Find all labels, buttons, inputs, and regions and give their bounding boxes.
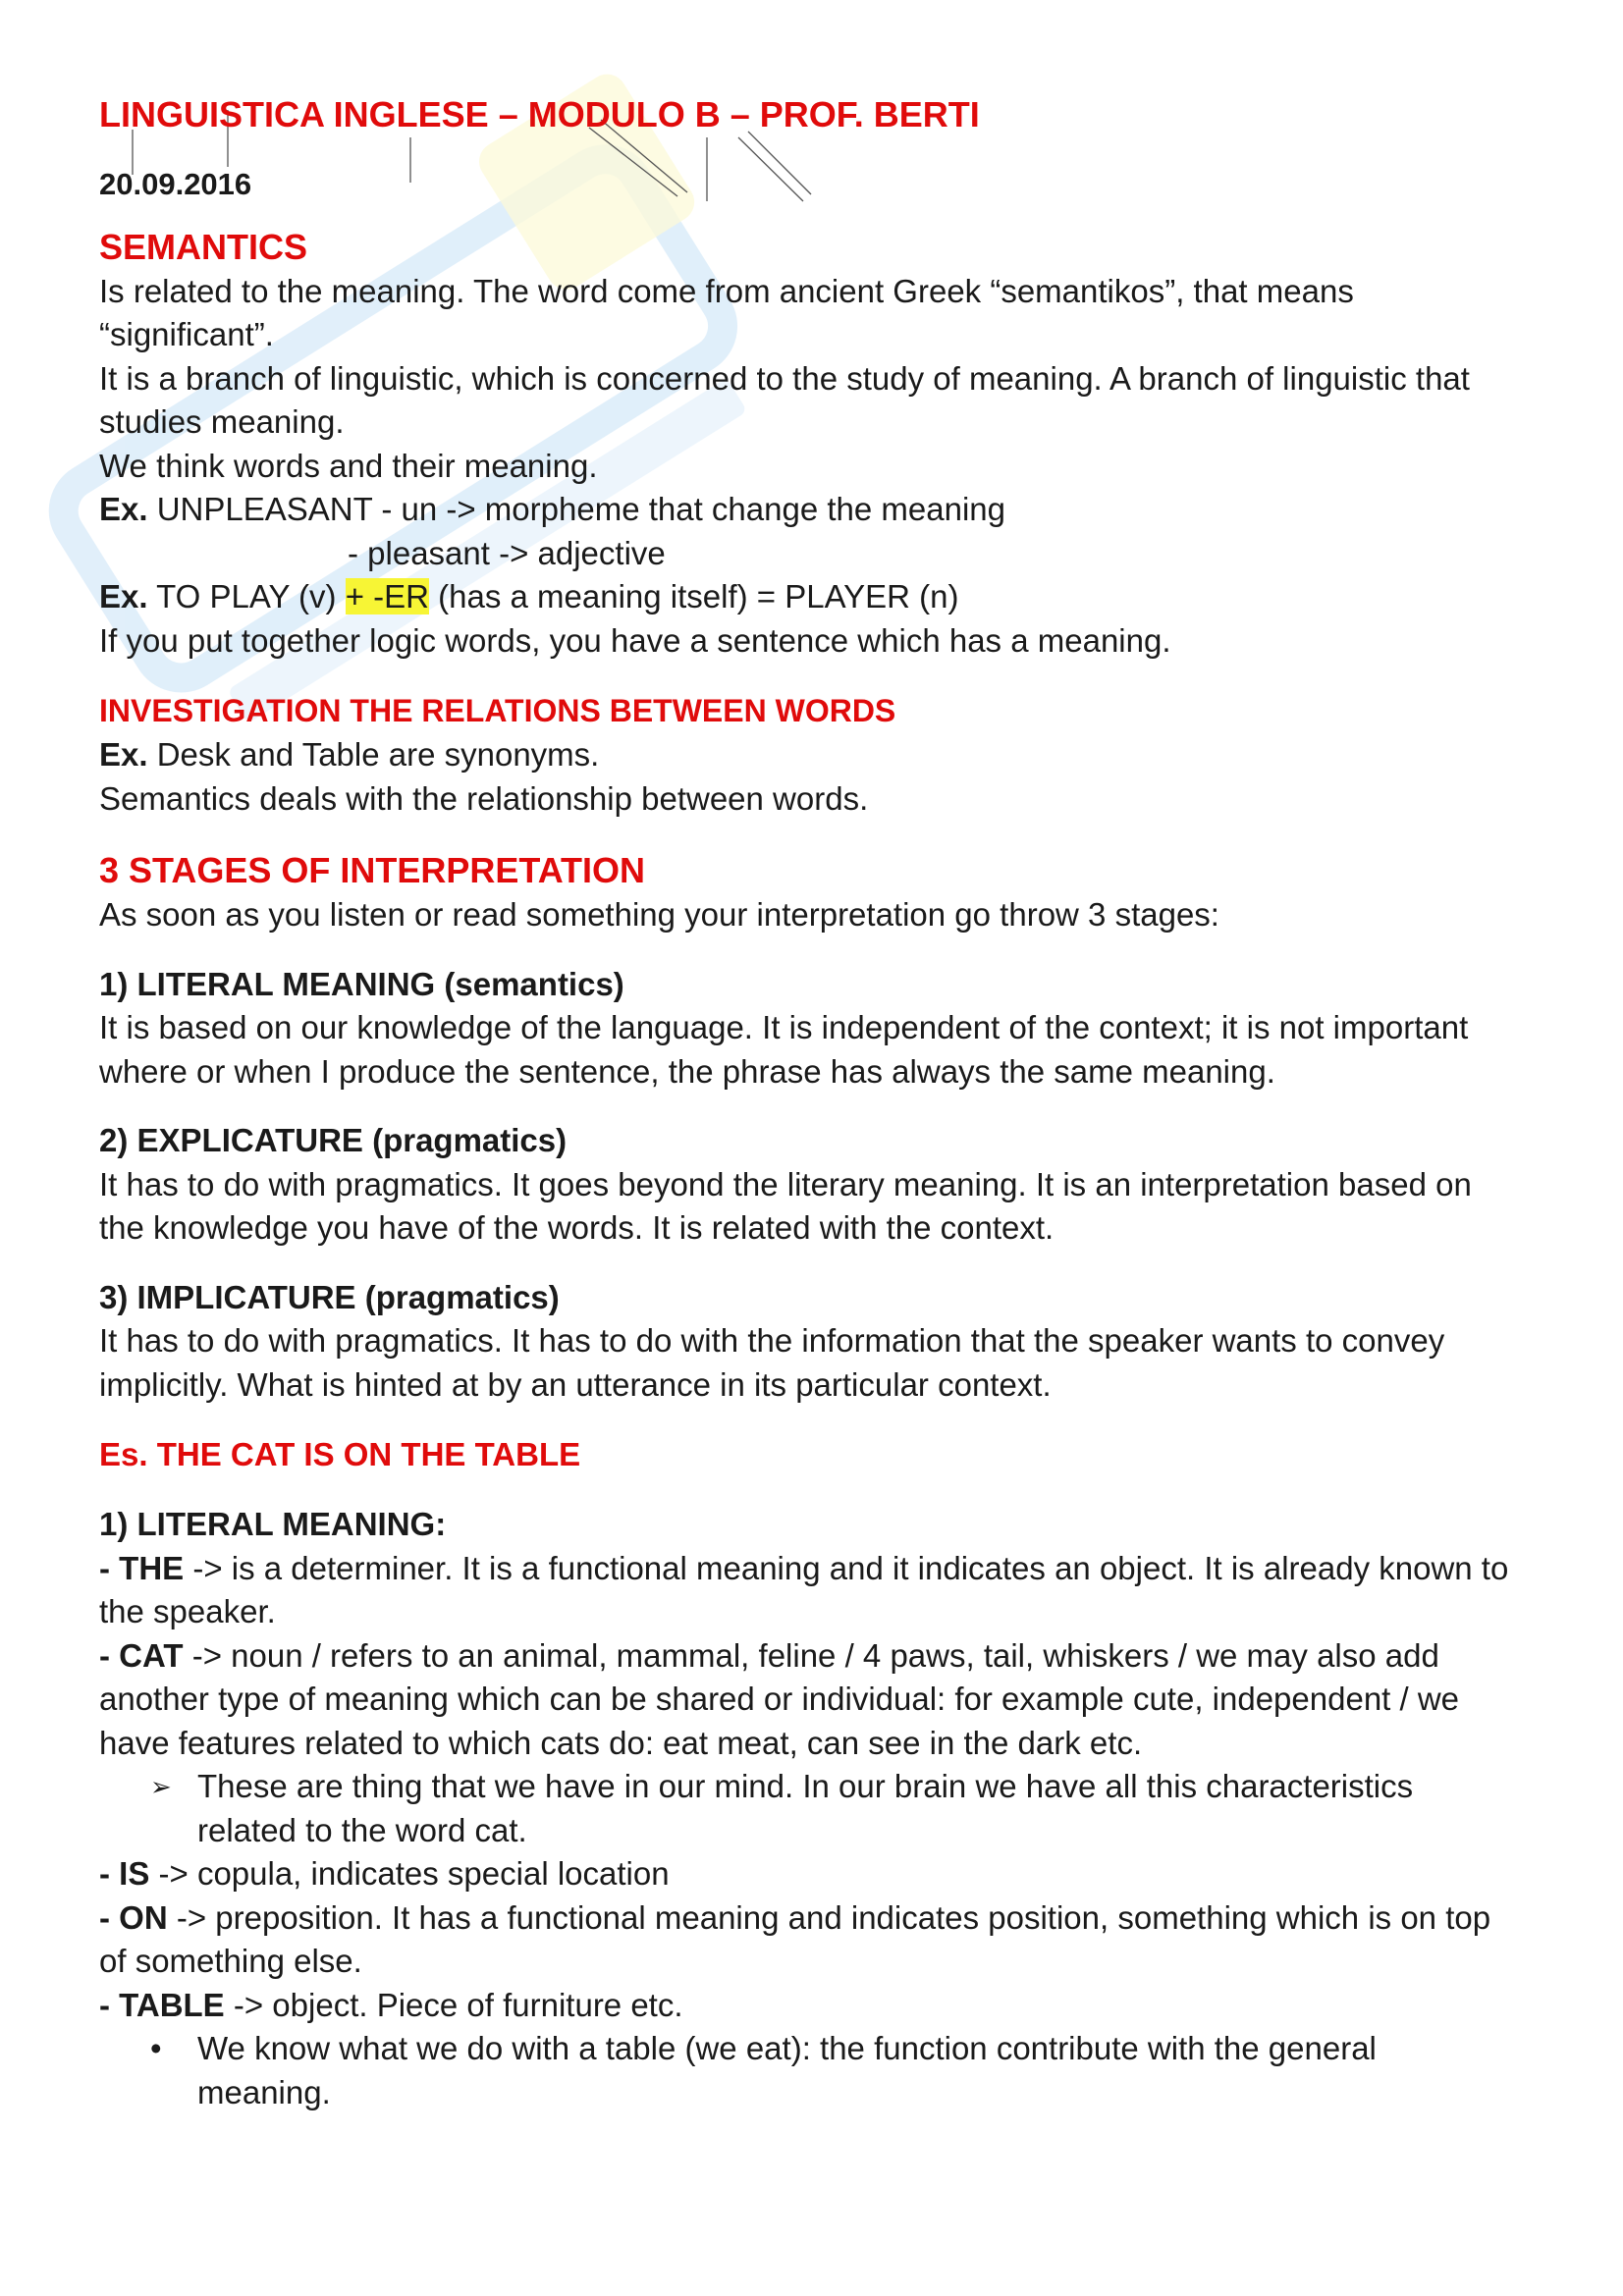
document-title: LINGUISTICA INGLESE – MODULO B – PROF. BERTI bbox=[99, 94, 980, 134]
stage-text: the knowledge you have of the words. It is related with the context. bbox=[99, 1209, 1055, 1246]
semantics-paragraph: If you put together logic words, you have a sentence which has a meaning. bbox=[99, 621, 1171, 659]
example-subheading: 1) LITERAL MEANING: bbox=[99, 1506, 447, 1542]
dot-bullet-icon: • bbox=[150, 2030, 162, 2066]
stages-intro: As soon as you listen or read something your interpretation go throw 3 stages: bbox=[99, 896, 1219, 933]
term-line bbox=[99, 1634, 1542, 1679]
term-text: -> noun / refers to an animal, mammal, feline / 4 paws, tail, whiskers / we may also add bbox=[183, 1636, 1439, 1674]
term-label: - IS bbox=[99, 1855, 150, 1892]
dot-bullet-item bbox=[99, 2027, 1542, 2114]
bullet-text: These are thing that we have in our mind. In our brain we have all this characteristics bbox=[197, 1768, 1414, 1804]
example-text: TO PLAY (v) bbox=[147, 578, 346, 614]
example-label: Ex. bbox=[99, 578, 148, 614]
semantics-heading: SEMANTICS bbox=[99, 226, 308, 267]
example-text: (has a meaning itself) = PLAYER (n) bbox=[428, 578, 959, 614]
term-label: - ON bbox=[99, 1898, 168, 1936]
stages-heading: 3 STAGES OF INTERPRETATION bbox=[99, 850, 646, 890]
term-line: another type of meaning which can be shared or individual: for example cute, independent / we bbox=[99, 1681, 1460, 1717]
example-line: - pleasant -> adjective bbox=[348, 534, 666, 571]
term-line: the speaker. bbox=[99, 1593, 276, 1629]
example-label: Ex. bbox=[99, 491, 148, 527]
stage-text: where or when I produce the sentence, the phrase has always the same meaning. bbox=[99, 1052, 1275, 1090]
document-date: 20.09.2016 bbox=[99, 167, 252, 201]
arrow-bullet-icon: ➢ bbox=[150, 1772, 172, 1801]
stage-text: It is based on our knowledge of the language. It is independent of the context; it is not important bbox=[99, 1009, 1469, 1045]
relations-paragraph: Semantics deals with the relationship between words. bbox=[99, 779, 869, 817]
document-page bbox=[99, 94, 1542, 2114]
term-text: -> preposition. It has a functional meaning and indicates position, something which is on top bbox=[167, 1898, 1491, 1936]
stage-title: 2) EXPLICATURE (pragmatics) bbox=[99, 1122, 568, 1158]
term-label: - THE bbox=[99, 1549, 185, 1586]
term-text: -> is a determiner. It is a functional meaning and it indicates an object. It is already known to bbox=[184, 1549, 1509, 1586]
stage-text: implicitly. What is hinted at by an utterance in its particular context. bbox=[99, 1365, 1052, 1403]
term-line: have features related to which cats do: eat meat, can see in the dark etc. bbox=[99, 1724, 1143, 1761]
relations-heading: INVESTIGATION THE RELATIONS BETWEEN WORDS bbox=[99, 693, 896, 728]
term-label: - CAT bbox=[99, 1636, 184, 1674]
example-label: Ex. bbox=[99, 736, 148, 773]
stage-text: It has to do with pragmatics. It has to do with the information that the speaker wants to convey bbox=[99, 1322, 1445, 1359]
example-text: Desk and Table are synonyms. bbox=[147, 736, 600, 773]
term-line bbox=[99, 1852, 1542, 1896]
bullet-text: We know what we do with a table (we eat): the function contribute with the general bbox=[197, 2030, 1377, 2066]
stage-title: 3) IMPLICATURE (pragmatics) bbox=[99, 1278, 560, 1315]
term-text: -> object. Piece of furniture etc. bbox=[224, 1986, 683, 2023]
term-text: -> copula, indicates special location bbox=[149, 1855, 670, 1892]
arrow-bullet-item bbox=[99, 1765, 1542, 1852]
semantics-paragraph: studies meaning. bbox=[99, 403, 345, 440]
semantics-paragraph: It is a branch of linguistic, which is concerned to the study of meaning. A branch of linguistic that bbox=[99, 359, 1470, 397]
bullet-text: meaning. bbox=[197, 2073, 331, 2110]
example-line bbox=[99, 733, 1542, 777]
semantics-paragraph: Is related to the meaning. The word come from ancient Greek “semantikos”, that means bbox=[99, 272, 1354, 309]
term-line bbox=[99, 1896, 1542, 1941]
term-line: of something else. bbox=[99, 1943, 362, 1979]
term-line bbox=[99, 1547, 1542, 1591]
example-heading: Es. THE CAT IS ON THE TABLE bbox=[99, 1436, 581, 1472]
example-line bbox=[99, 575, 1542, 619]
term-label: - TABLE bbox=[99, 1986, 225, 2023]
highlighted-suffix: + -ER bbox=[345, 578, 429, 614]
bullet-text: related to the word cat. bbox=[197, 1811, 527, 1848]
example-line bbox=[99, 488, 1542, 532]
semantics-paragraph: We think words and their meaning. bbox=[99, 447, 598, 484]
example-text: UNPLEASANT - un -> morpheme that change the meaning bbox=[147, 491, 1005, 527]
stage-title: 1) LITERAL MEANING (semantics) bbox=[99, 965, 624, 1002]
term-line bbox=[99, 1984, 1542, 2028]
stage-text: It has to do with pragmatics. It goes beyond the literary meaning. It is an interpretation based on bbox=[99, 1165, 1472, 1202]
semantics-paragraph: “significant”. bbox=[99, 316, 274, 352]
